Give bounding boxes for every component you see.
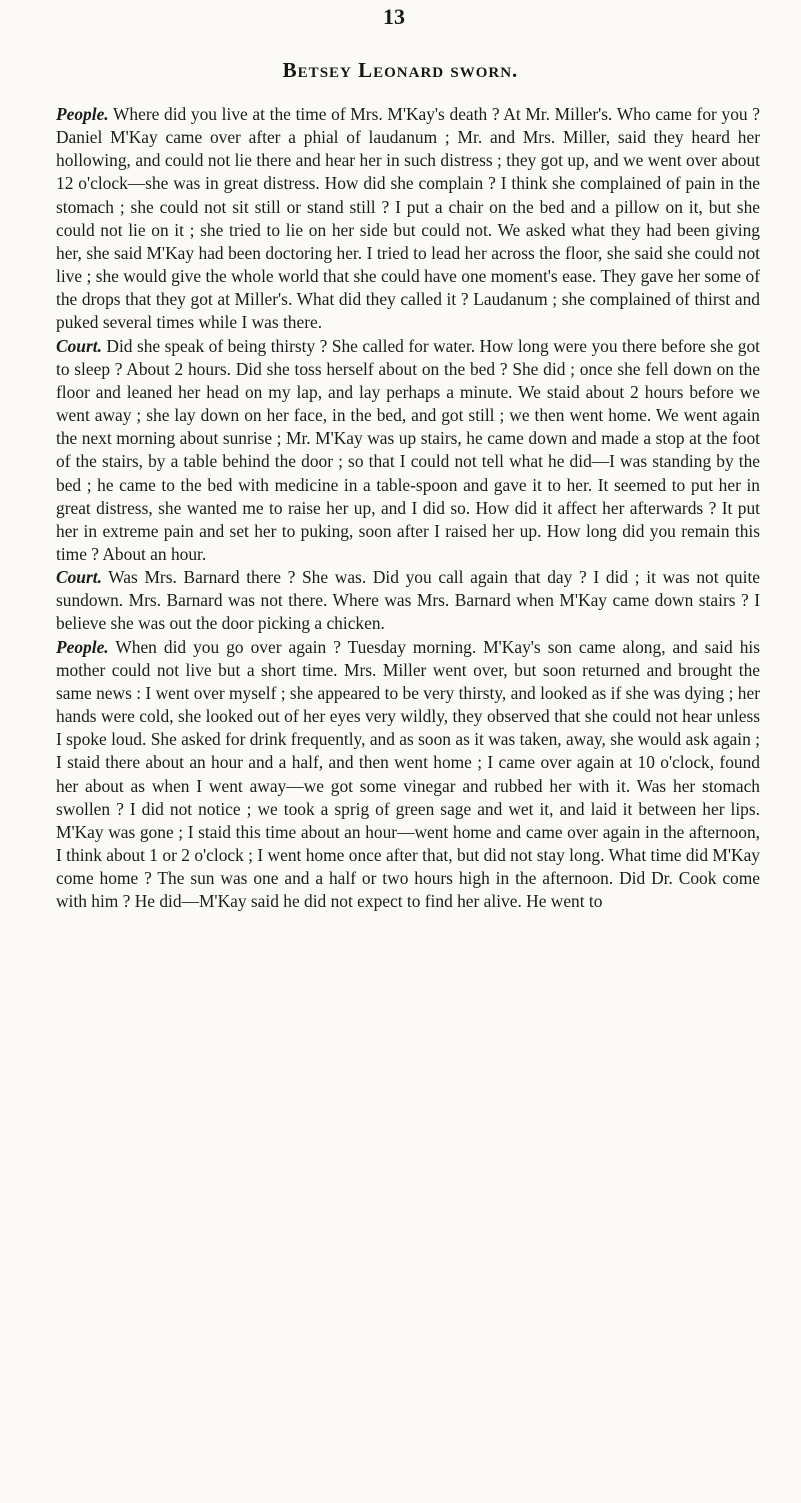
speaker-label: Court. — [56, 567, 102, 588]
speaker-label: Court. — [56, 335, 102, 356]
paragraph-text: Where did you live at the time of Mrs. M'Kay's death ? At Mr. Miller's. Who came for you ? Daniel M'Kay came over after a phial of laudanum ; Mr. and Mrs. Miller, said they heard her hollowing, and could not lie there and hear her in such distress ; they got up, and we went over about 12 o'clock—she was in great distress. How did she complain ? I think she complained of pain in the stomach ; she could not sit still or stand still ? I put a chair on the bed and a pillow on it, but she could not lie on it ; she tried to lie on her side but could not. We asked what they had been giving her, she said M'Kay had been doctoring her. I tried to lead her across the floor, she said she could not live ; she would give the whole world that she could have one moment's ease. They gave her some of the drops that they got at Miller's. What did they called it ? Laudanum ; she complained of thirst and puked several times while I was there. — [56, 104, 760, 333]
paragraph-text: When did you go over again ? Tuesday morning. M'Kay's son came along, and said his mother could not live but a short time. Mrs. Miller went over, but soon returned and brought the same news : I went over myself ; she appeared to be very thirsty, and looked as if she was dying ; her hands were cold, she looked out of her eyes very wildly, they observed that she could not hear unless I spoke loud. She asked for drink frequently, and as soon as it was taken, away, she would ask again ; I staid there about an hour and a half, and then went home ; I came over again at 10 o'clock, found her about as when I went away—we got some vinegar and rubbed her with it. Was her stomach swollen ? I did not notice ; we took a sprig of green sage and wet it, and laid it between her lips. M'Kay was gone ; I staid this time about an hour—went home and came over again in the afternoon, I think about 1 or 2 o'clock ; I went home once after that, but did not stay long. What time did M'Kay come home ? The sun was one and a half or two hours high in the afternoon. Did Dr. Cook come with him ? He did—M'Kay said he did not expect to find her alive. He went to — [56, 636, 760, 912]
testimony-paragraph — [56, 636, 760, 914]
paragraph-text: Was Mrs. Barnard there ? She was. Did you call again that day ? I did ; it was not quite sundown. Mrs. Barnard was not there. Where was Mrs. Barnard when M'Kay came down stairs ? I believe she was out the door picking a chicken. — [56, 567, 760, 634]
page-number: 13 — [383, 4, 405, 29]
section-heading: Betsey Leonard sworn. — [282, 58, 519, 82]
testimony-paragraph — [56, 103, 760, 335]
testimony-body — [56, 103, 760, 913]
speaker-label: People. — [56, 104, 109, 124]
speaker-label: People. — [56, 636, 109, 657]
testimony-paragraph — [56, 335, 760, 567]
paragraph-text: Did she speak of being thirsty ? She called for water. How long were you there before she got to sleep ? About 2 hours. Did she toss herself about on the bed ? She did ; once she fell down on the floor and leaned her head on my lap, and lay perhaps a minute. We staid about 2 hours before we went away ; she lay down on her face, in the bed, and got still ; we then went home. We went again the next morning about sunrise ; Mr. M'Kay was up stairs, he came down and made a stop at the foot of the stairs, by a table behind the door ; so that I could not tell what he did—I was standing by the bed ; he came to the bed with medicine in a table-spoon and gave it to her. It seemed to put her in great distress, she wanted me to raise her up, and I did so. How did it affect her afterwards ? It put her in extreme pain and set her to puking, soon after I raised her up. How long did you remain this time ? About an hour. — [56, 335, 760, 564]
testimony-paragraph — [56, 566, 760, 635]
